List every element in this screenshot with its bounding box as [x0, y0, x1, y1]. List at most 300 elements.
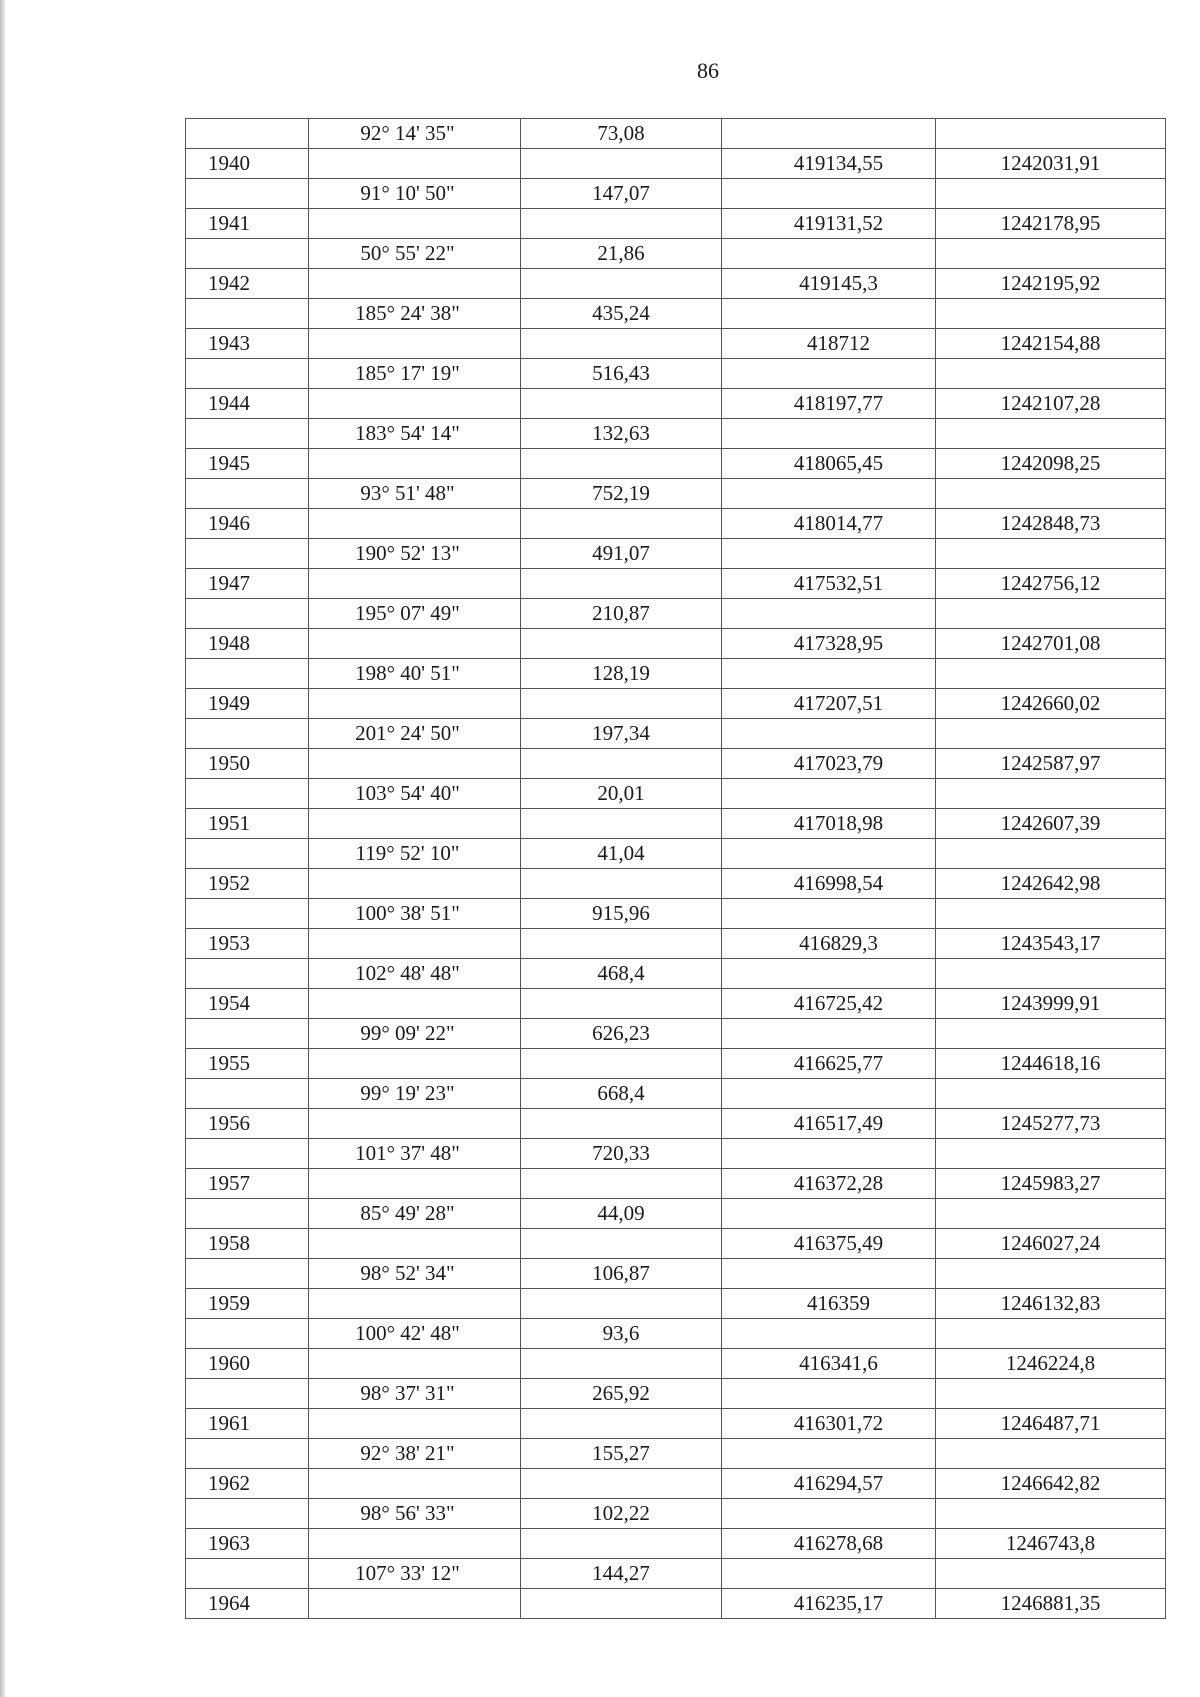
distance-cell: 265,92 [521, 1379, 722, 1409]
distance-cell: 468,4 [521, 959, 722, 989]
point-number-cell [186, 179, 309, 209]
table-row [186, 1319, 1166, 1349]
distance-cell: 752,19 [521, 479, 722, 509]
table-row [186, 1289, 1166, 1319]
y-coordinate-cell [936, 1079, 1166, 1109]
table-row [186, 809, 1166, 839]
distance-cell [521, 989, 722, 1019]
direction-angle-cell: 50° 55' 22" [309, 239, 521, 269]
y-coordinate-cell [936, 179, 1166, 209]
table-row [186, 329, 1166, 359]
x-coordinate-cell: 417207,51 [722, 689, 936, 719]
direction-angle-cell: 85° 49' 28" [309, 1199, 521, 1229]
y-coordinate-cell: 1242031,91 [936, 149, 1166, 179]
point-number-cell [186, 479, 309, 509]
point-number-cell: 1964 [186, 1589, 309, 1619]
y-coordinate-cell: 1242587,97 [936, 749, 1166, 779]
point-number-cell: 1954 [186, 989, 309, 1019]
table-row [186, 509, 1166, 539]
direction-angle-cell [309, 509, 521, 539]
distance-cell: 210,87 [521, 599, 722, 629]
direction-angle-cell [309, 809, 521, 839]
table-row [186, 539, 1166, 569]
distance-cell: 20,01 [521, 779, 722, 809]
point-number-cell [186, 299, 309, 329]
distance-cell: 93,6 [521, 1319, 722, 1349]
direction-angle-cell [309, 1409, 521, 1439]
table-row [186, 869, 1166, 899]
table-row [186, 1559, 1166, 1589]
y-coordinate-cell: 1242642,98 [936, 869, 1166, 899]
y-coordinate-cell [936, 959, 1166, 989]
point-number-cell [186, 899, 309, 929]
distance-cell [521, 449, 722, 479]
y-coordinate-cell: 1242848,73 [936, 509, 1166, 539]
table-row [186, 1139, 1166, 1169]
table-row [186, 749, 1166, 779]
x-coordinate-cell: 416301,72 [722, 1409, 936, 1439]
x-coordinate-cell [722, 659, 936, 689]
y-coordinate-cell [936, 539, 1166, 569]
y-coordinate-cell [936, 359, 1166, 389]
table-row [186, 1439, 1166, 1469]
table-row [186, 1109, 1166, 1139]
direction-angle-cell [309, 869, 521, 899]
table-row [186, 959, 1166, 989]
distance-cell [521, 329, 722, 359]
point-number-cell: 1949 [186, 689, 309, 719]
table-row [186, 479, 1166, 509]
point-number-cell [186, 719, 309, 749]
x-coordinate-cell: 419131,52 [722, 209, 936, 239]
table-row [186, 719, 1166, 749]
direction-angle-cell [309, 629, 521, 659]
point-number-cell [186, 239, 309, 269]
table-row [186, 449, 1166, 479]
distance-cell [521, 1349, 722, 1379]
table-row [186, 1409, 1166, 1439]
table-row [186, 209, 1166, 239]
x-coordinate-cell: 416341,6 [722, 1349, 936, 1379]
y-coordinate-cell [936, 599, 1166, 629]
direction-angle-cell: 190° 52' 13" [309, 539, 521, 569]
table-row [186, 1349, 1166, 1379]
direction-angle-cell: 183° 54' 14" [309, 419, 521, 449]
x-coordinate-cell [722, 839, 936, 869]
direction-angle-cell: 103° 54' 40" [309, 779, 521, 809]
y-coordinate-cell: 1242756,12 [936, 569, 1166, 599]
table-row [186, 149, 1166, 179]
x-coordinate-cell: 416725,42 [722, 989, 936, 1019]
point-number-cell [186, 1439, 309, 1469]
direction-angle-cell [309, 1049, 521, 1079]
x-coordinate-cell: 416359 [722, 1289, 936, 1319]
distance-cell: 41,04 [521, 839, 722, 869]
x-coordinate-cell: 417532,51 [722, 569, 936, 599]
x-coordinate-cell: 416625,77 [722, 1049, 936, 1079]
table-row [186, 179, 1166, 209]
distance-cell: 626,23 [521, 1019, 722, 1049]
distance-cell [521, 929, 722, 959]
distance-cell [521, 869, 722, 899]
distance-cell [521, 389, 722, 419]
point-number-cell: 1950 [186, 749, 309, 779]
direction-angle-cell [309, 989, 521, 1019]
direction-angle-cell [309, 749, 521, 779]
coordinates-table-body [186, 119, 1166, 1619]
x-coordinate-cell [722, 479, 936, 509]
y-coordinate-cell [936, 1499, 1166, 1529]
point-number-cell: 1959 [186, 1289, 309, 1319]
x-coordinate-cell [722, 899, 936, 929]
y-coordinate-cell: 1242660,02 [936, 689, 1166, 719]
table-row [186, 629, 1166, 659]
table-row [186, 419, 1166, 449]
direction-angle-cell: 201° 24' 50" [309, 719, 521, 749]
table-row [186, 269, 1166, 299]
x-coordinate-cell: 418197,77 [722, 389, 936, 419]
direction-angle-cell: 92° 38' 21" [309, 1439, 521, 1469]
y-coordinate-cell: 1246132,83 [936, 1289, 1166, 1319]
table-row [186, 239, 1166, 269]
y-coordinate-cell: 1245277,73 [936, 1109, 1166, 1139]
point-number-cell [186, 1199, 309, 1229]
distance-cell [521, 1169, 722, 1199]
x-coordinate-cell [722, 1019, 936, 1049]
y-coordinate-cell [936, 1019, 1166, 1049]
table-row [186, 1259, 1166, 1289]
y-coordinate-cell [936, 719, 1166, 749]
table-row [186, 839, 1166, 869]
direction-angle-cell [309, 929, 521, 959]
distance-cell: 915,96 [521, 899, 722, 929]
x-coordinate-cell [722, 1079, 936, 1109]
table-row [186, 1019, 1166, 1049]
y-coordinate-cell: 1242154,88 [936, 329, 1166, 359]
x-coordinate-cell: 418712 [722, 329, 936, 359]
distance-cell: 516,43 [521, 359, 722, 389]
point-number-cell: 1947 [186, 569, 309, 599]
direction-angle-cell: 198° 40' 51" [309, 659, 521, 689]
point-number-cell: 1941 [186, 209, 309, 239]
direction-angle-cell [309, 209, 521, 239]
distance-cell [521, 749, 722, 779]
table-row [186, 599, 1166, 629]
x-coordinate-cell: 416375,49 [722, 1229, 936, 1259]
direction-angle-cell [309, 149, 521, 179]
y-coordinate-cell [936, 1259, 1166, 1289]
y-coordinate-cell: 1242701,08 [936, 629, 1166, 659]
direction-angle-cell [309, 269, 521, 299]
distance-cell: 73,08 [521, 119, 722, 149]
y-coordinate-cell [936, 299, 1166, 329]
y-coordinate-cell [936, 779, 1166, 809]
distance-cell: 128,19 [521, 659, 722, 689]
point-number-cell: 1962 [186, 1469, 309, 1499]
point-number-cell [186, 959, 309, 989]
direction-angle-cell [309, 1589, 521, 1619]
point-number-cell: 1960 [186, 1349, 309, 1379]
direction-angle-cell: 107° 33' 12" [309, 1559, 521, 1589]
distance-cell [521, 1529, 722, 1559]
y-coordinate-cell [936, 419, 1166, 449]
point-number-cell [186, 1319, 309, 1349]
table-row [186, 779, 1166, 809]
direction-angle-cell: 98° 56' 33" [309, 1499, 521, 1529]
direction-angle-cell: 185° 17' 19" [309, 359, 521, 389]
distance-cell [521, 269, 722, 299]
distance-cell [521, 1289, 722, 1319]
distance-cell: 720,33 [521, 1139, 722, 1169]
point-number-cell: 1946 [186, 509, 309, 539]
direction-angle-cell: 100° 42' 48" [309, 1319, 521, 1349]
table-row [186, 1589, 1166, 1619]
y-coordinate-cell [936, 899, 1166, 929]
scan-edge [0, 0, 5, 1697]
y-coordinate-cell: 1242107,28 [936, 389, 1166, 419]
distance-cell [521, 809, 722, 839]
point-number-cell [186, 119, 309, 149]
x-coordinate-cell [722, 239, 936, 269]
direction-angle-cell [309, 329, 521, 359]
y-coordinate-cell: 1246743,8 [936, 1529, 1166, 1559]
y-coordinate-cell: 1245983,27 [936, 1169, 1166, 1199]
x-coordinate-cell [722, 599, 936, 629]
x-coordinate-cell: 416517,49 [722, 1109, 936, 1139]
x-coordinate-cell [722, 1379, 936, 1409]
direction-angle-cell: 91° 10' 50" [309, 179, 521, 209]
direction-angle-cell: 195° 07' 49" [309, 599, 521, 629]
table-row [186, 1469, 1166, 1499]
y-coordinate-cell [936, 479, 1166, 509]
y-coordinate-cell [936, 659, 1166, 689]
y-coordinate-cell: 1243543,17 [936, 929, 1166, 959]
y-coordinate-cell: 1246487,71 [936, 1409, 1166, 1439]
point-number-cell [186, 539, 309, 569]
x-coordinate-cell: 416294,57 [722, 1469, 936, 1499]
x-coordinate-cell: 418014,77 [722, 509, 936, 539]
point-number-cell [186, 419, 309, 449]
point-number-cell: 1958 [186, 1229, 309, 1259]
direction-angle-cell: 100° 38' 51" [309, 899, 521, 929]
distance-cell [521, 689, 722, 719]
point-number-cell [186, 659, 309, 689]
y-coordinate-cell: 1246642,82 [936, 1469, 1166, 1499]
point-number-cell [186, 1259, 309, 1289]
coordinates-table [185, 118, 1166, 1619]
table-row [186, 569, 1166, 599]
x-coordinate-cell [722, 1139, 936, 1169]
direction-angle-cell [309, 689, 521, 719]
distance-cell: 197,34 [521, 719, 722, 749]
direction-angle-cell: 98° 37' 31" [309, 1379, 521, 1409]
y-coordinate-cell [936, 839, 1166, 869]
distance-cell [521, 1229, 722, 1259]
point-number-cell: 1943 [186, 329, 309, 359]
direction-angle-cell: 119° 52' 10" [309, 839, 521, 869]
point-number-cell: 1944 [186, 389, 309, 419]
x-coordinate-cell [722, 1199, 936, 1229]
distance-cell: 155,27 [521, 1439, 722, 1469]
y-coordinate-cell: 1246027,24 [936, 1229, 1166, 1259]
distance-cell: 435,24 [521, 299, 722, 329]
x-coordinate-cell [722, 959, 936, 989]
y-coordinate-cell: 1242607,39 [936, 809, 1166, 839]
table-row [186, 1169, 1166, 1199]
direction-angle-cell: 185° 24' 38" [309, 299, 521, 329]
direction-angle-cell [309, 1229, 521, 1259]
point-number-cell [186, 779, 309, 809]
y-coordinate-cell: 1242098,25 [936, 449, 1166, 479]
x-coordinate-cell: 417018,98 [722, 809, 936, 839]
y-coordinate-cell [936, 119, 1166, 149]
table-row [186, 1529, 1166, 1559]
table-row [186, 1049, 1166, 1079]
table-row [186, 1499, 1166, 1529]
x-coordinate-cell: 416278,68 [722, 1529, 936, 1559]
y-coordinate-cell [936, 1199, 1166, 1229]
direction-angle-cell: 101° 37' 48" [309, 1139, 521, 1169]
table-row [186, 899, 1166, 929]
y-coordinate-cell: 1243999,91 [936, 989, 1166, 1019]
x-coordinate-cell: 416235,17 [722, 1589, 936, 1619]
table-row [186, 1229, 1166, 1259]
table-row [186, 299, 1166, 329]
point-number-cell [186, 599, 309, 629]
y-coordinate-cell [936, 1319, 1166, 1349]
table-row [186, 119, 1166, 149]
point-number-cell: 1951 [186, 809, 309, 839]
distance-cell [521, 569, 722, 599]
x-coordinate-cell [722, 1559, 936, 1589]
distance-cell: 102,22 [521, 1499, 722, 1529]
x-coordinate-cell [722, 1499, 936, 1529]
page-number: 86 [697, 58, 719, 83]
x-coordinate-cell [722, 359, 936, 389]
x-coordinate-cell: 418065,45 [722, 449, 936, 479]
y-coordinate-cell [936, 1439, 1166, 1469]
x-coordinate-cell: 417023,79 [722, 749, 936, 779]
x-coordinate-cell: 416372,28 [722, 1169, 936, 1199]
direction-angle-cell [309, 449, 521, 479]
x-coordinate-cell [722, 1439, 936, 1469]
point-number-cell: 1961 [186, 1409, 309, 1439]
y-coordinate-cell [936, 239, 1166, 269]
direction-angle-cell [309, 1349, 521, 1379]
point-number-cell [186, 1019, 309, 1049]
y-coordinate-cell: 1246881,35 [936, 1589, 1166, 1619]
point-number-cell: 1956 [186, 1109, 309, 1139]
distance-cell [521, 1049, 722, 1079]
point-number-cell [186, 1139, 309, 1169]
y-coordinate-cell [936, 1559, 1166, 1589]
point-number-cell [186, 1499, 309, 1529]
point-number-cell: 1948 [186, 629, 309, 659]
table-row [186, 1199, 1166, 1229]
direction-angle-cell [309, 1109, 521, 1139]
point-number-cell: 1945 [186, 449, 309, 479]
point-number-cell: 1940 [186, 149, 309, 179]
x-coordinate-cell [722, 179, 936, 209]
direction-angle-cell [309, 1469, 521, 1499]
y-coordinate-cell [936, 1379, 1166, 1409]
x-coordinate-cell: 416998,54 [722, 869, 936, 899]
point-number-cell [186, 359, 309, 389]
x-coordinate-cell [722, 419, 936, 449]
y-coordinate-cell: 1244618,16 [936, 1049, 1166, 1079]
table-row [186, 929, 1166, 959]
x-coordinate-cell: 419134,55 [722, 149, 936, 179]
direction-angle-cell [309, 1169, 521, 1199]
table-row [186, 1379, 1166, 1409]
distance-cell: 44,09 [521, 1199, 722, 1229]
point-number-cell: 1942 [186, 269, 309, 299]
table-row [186, 1079, 1166, 1109]
point-number-cell: 1953 [186, 929, 309, 959]
direction-angle-cell: 93° 51' 48" [309, 479, 521, 509]
distance-cell: 147,07 [521, 179, 722, 209]
distance-cell [521, 1469, 722, 1499]
distance-cell: 106,87 [521, 1259, 722, 1289]
table-row [186, 359, 1166, 389]
direction-angle-cell: 98° 52' 34" [309, 1259, 521, 1289]
x-coordinate-cell [722, 1259, 936, 1289]
distance-cell: 668,4 [521, 1079, 722, 1109]
table-row [186, 389, 1166, 419]
distance-cell: 132,63 [521, 419, 722, 449]
point-number-cell [186, 1079, 309, 1109]
distance-cell: 144,27 [521, 1559, 722, 1589]
point-number-cell [186, 839, 309, 869]
distance-cell [521, 1109, 722, 1139]
direction-angle-cell: 102° 48' 48" [309, 959, 521, 989]
table-row [186, 989, 1166, 1019]
point-number-cell [186, 1559, 309, 1589]
y-coordinate-cell: 1246224,8 [936, 1349, 1166, 1379]
direction-angle-cell [309, 1289, 521, 1319]
distance-cell [521, 1409, 722, 1439]
x-coordinate-cell [722, 1319, 936, 1349]
direction-angle-cell: 99° 19' 23" [309, 1079, 521, 1109]
direction-angle-cell: 99° 09' 22" [309, 1019, 521, 1049]
table-row [186, 689, 1166, 719]
distance-cell [521, 629, 722, 659]
distance-cell: 491,07 [521, 539, 722, 569]
point-number-cell: 1957 [186, 1169, 309, 1199]
y-coordinate-cell: 1242178,95 [936, 209, 1166, 239]
table-row [186, 659, 1166, 689]
x-coordinate-cell: 419145,3 [722, 269, 936, 299]
x-coordinate-cell: 416829,3 [722, 929, 936, 959]
distance-cell [521, 509, 722, 539]
distance-cell [521, 1589, 722, 1619]
direction-angle-cell: 92° 14' 35" [309, 119, 521, 149]
distance-cell: 21,86 [521, 239, 722, 269]
x-coordinate-cell: 417328,95 [722, 629, 936, 659]
direction-angle-cell [309, 389, 521, 419]
x-coordinate-cell [722, 299, 936, 329]
distance-cell [521, 209, 722, 239]
direction-angle-cell [309, 569, 521, 599]
direction-angle-cell [309, 1529, 521, 1559]
distance-cell [521, 149, 722, 179]
point-number-cell: 1955 [186, 1049, 309, 1079]
x-coordinate-cell [722, 719, 936, 749]
x-coordinate-cell [722, 539, 936, 569]
y-coordinate-cell [936, 1139, 1166, 1169]
point-number-cell: 1952 [186, 869, 309, 899]
x-coordinate-cell [722, 779, 936, 809]
